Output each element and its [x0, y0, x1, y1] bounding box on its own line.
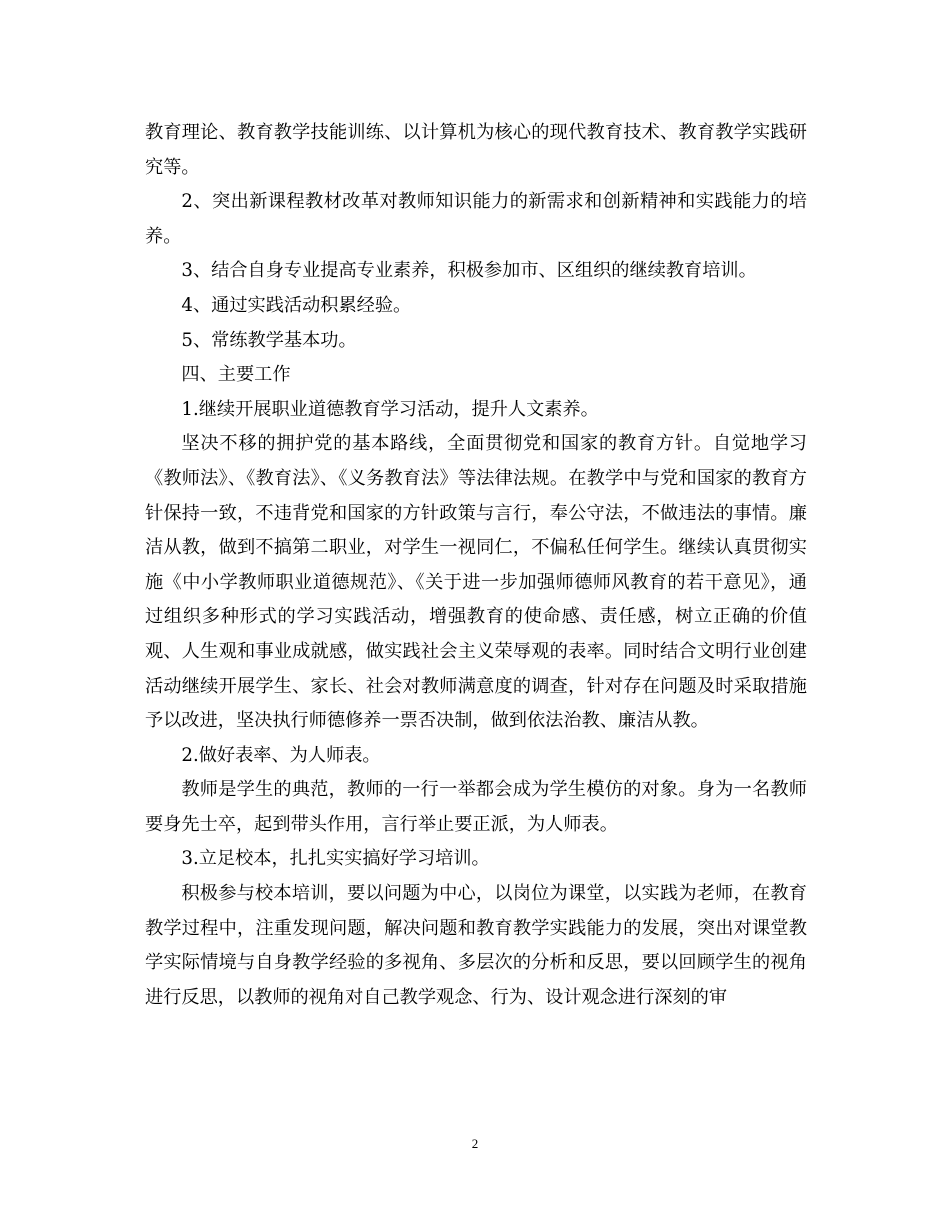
subsection-heading: 2.做好表率、为人师表。 — [181, 744, 381, 766]
subsection-heading: 3.立足校本，扎扎实实搞好学习培训。 — [181, 848, 490, 870]
document-body — [145, 116, 807, 1015]
paragraph: 坚决不移的拥护党的基本路线，全面贯彻党和国家的教育方针。自觉地学习《教师法》、《教育法》、《义务教育法》等法律法规。在教学中与党和国家的教育方针保持一致，不违背党和国家的方针政策与言行，奉公守法，不做违法的事情。廉洁从教，做到不搞第二职业，对学生一视同仁，不偏私任何学生。继续认真贯彻实施《中小学教师职业道德规范》、《关于进一步加强师德师风教育的若干意见》，通过组织多种形式的学习实践活动，增强教育的使命感、责任感，树立正确的价值观、人生观和事业成就感，做实践社会主义荣辱观的表率。同时结合文明行业创建活动继续开展学生、家长、社会对教师满意度的调查，针对存在问题及时采取措施予以改进，坚决执行师德修养一票否决制，做到依法治教、廉洁从教。 — [145, 433, 807, 732]
paragraph: 5、常练教学基本功。 — [181, 329, 357, 351]
paragraph: 3、结合自身专业提高专业素养，积极参加市、区组织的继续教育培训。 — [181, 260, 757, 282]
section-heading: 四、主要工作 — [181, 364, 291, 386]
paragraph: 4、通过实践活动积累经验。 — [181, 294, 412, 316]
paragraph: 2、突出新课程教材改革对教师知识能力的新需求和创新精神和实践能力的培养。 — [145, 191, 807, 247]
paragraph: 教师是学生的典范，教师的一行一举都会成为学生模仿的对象。身为一名教师要身先士卒，起到带头作用，言行举止要正派，为人师表。 — [145, 779, 807, 835]
paragraph: 积极参与校本培训，要以问题为中心，以岗位为课堂，以实践为老师，在教育教学过程中，注重发现问题，解决问题和教育教学实践能力的发展，突出对课堂教学实际情境与自身教学经验的多视角、多层次的分析和反思，要以回顾学生的视角进行反思，以教师的视角对自己教学观念、行为、设计观念进行深刻的审 — [145, 883, 807, 1008]
page-number: 2 — [471, 1136, 479, 1151]
subsection-heading: 1.继续开展职业道德教育学习活动，提升人文素养。 — [181, 398, 599, 420]
paragraph: 教育理论、教育教学技能训练、以计算机为核心的现代教育技术、教育教学实践研究等。 — [145, 122, 807, 178]
